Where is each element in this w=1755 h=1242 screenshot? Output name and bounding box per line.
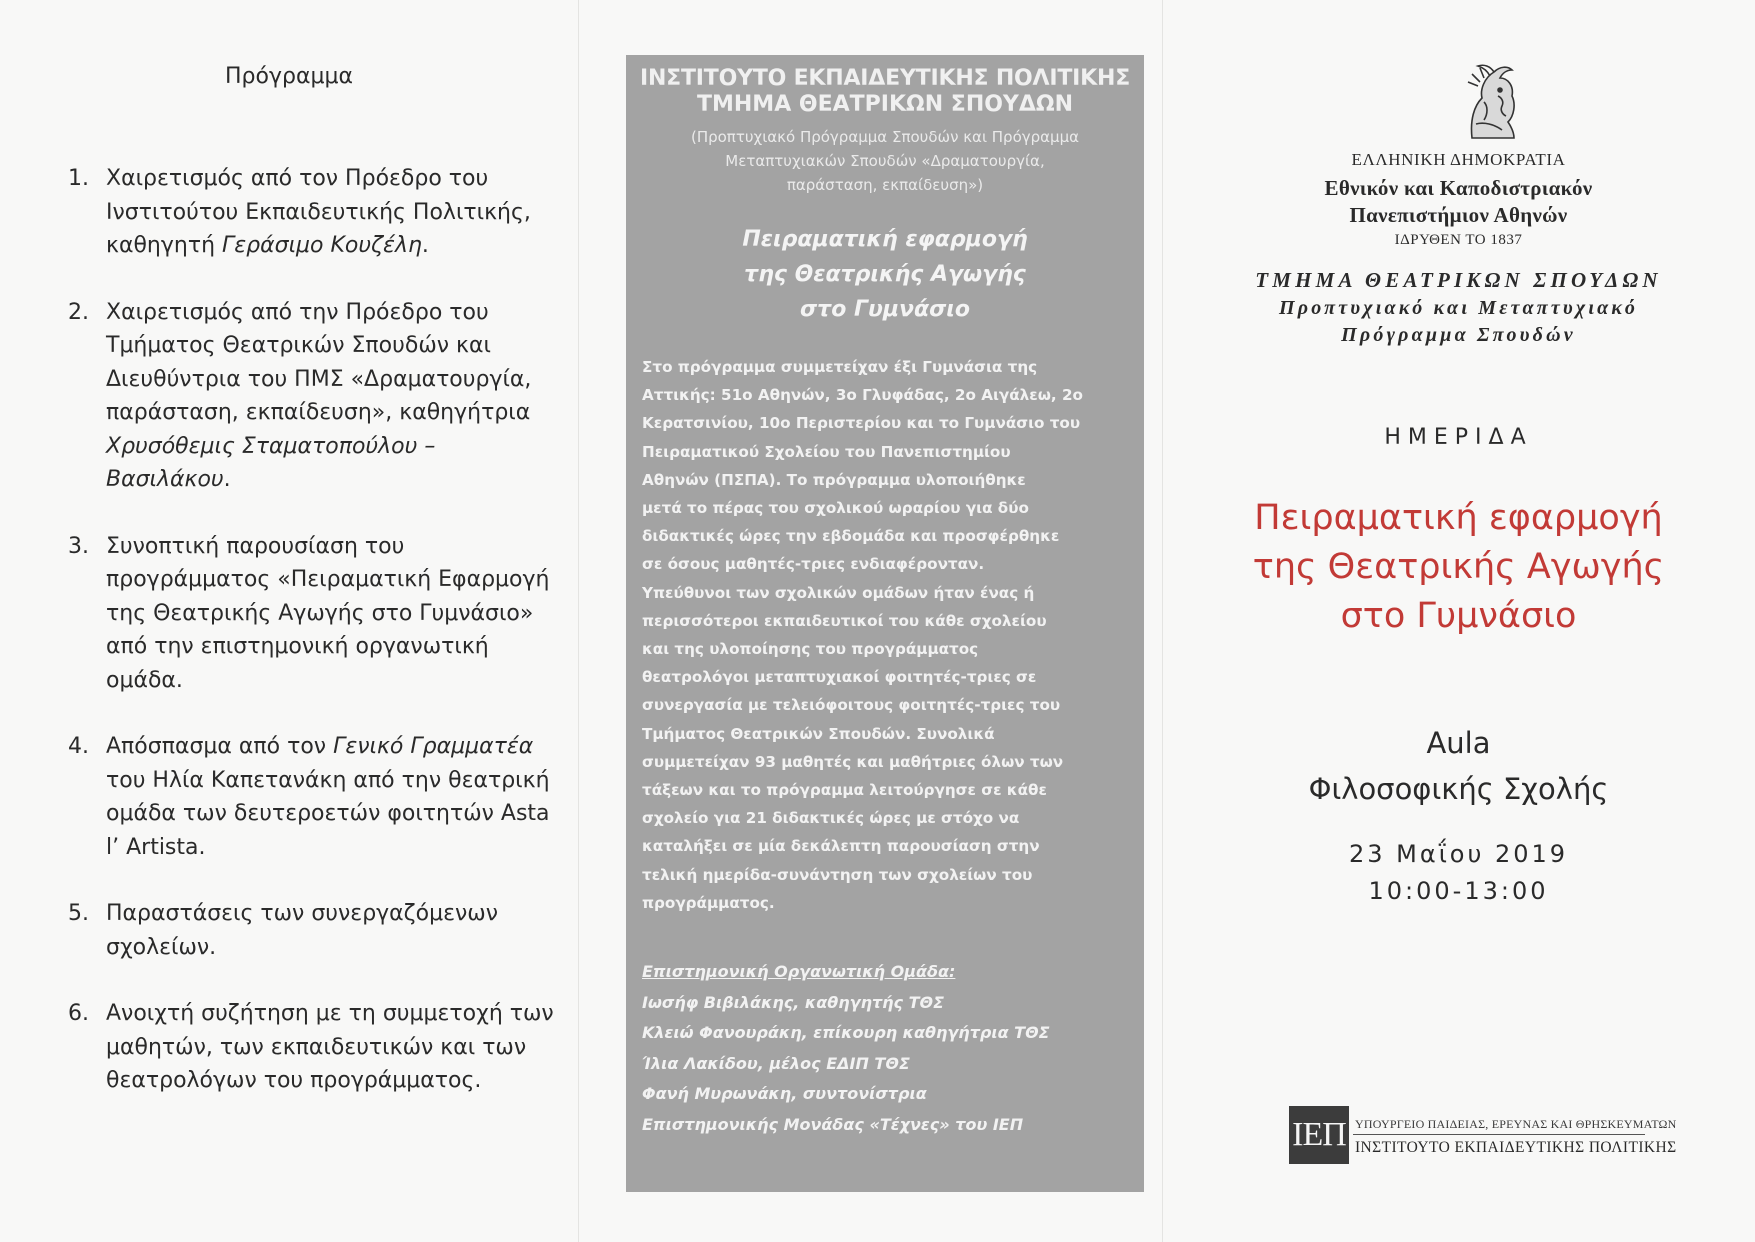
university-name-line2: Πανεπιστήμιον Αθηνών (1349, 203, 1568, 227)
program-item-line (106, 597, 566, 631)
established-label: ΙΔΡΥΘΕΝ ΤΟ 1837 (1394, 232, 1523, 248)
description-line: σχολείο για 21 διδακτικές ώρες με στόχο να (642, 809, 1020, 828)
fold-line-left (578, 0, 579, 1242)
program-item (66, 997, 566, 1098)
team-member: Ιωσήφ Βιβιλάκης, καθηγητής ΤΘΣ (642, 992, 945, 1012)
institute-heading: ΙΝΣΤΙΤΟΥΤΟ ΕΚΠΑΙΔΕΥΤΙΚΗΣ ΠΟΛΙΤΙΚΗΣ (639, 66, 1131, 91)
description-line: Κερατσινίου, 10ο Περιστερίου και το Γυμνάσιο του (642, 414, 1081, 433)
program-item-line (106, 1031, 566, 1065)
line-text: θεατρολόγων του προγράμματος. (106, 1068, 482, 1093)
event-time: 10:00-13:00 (1368, 877, 1549, 905)
line-emphasis: Γεράσιμο Κουζέλη (222, 233, 422, 258)
team-member: Επιστημονικής Μονάδας «Τέχνες» του ΙΕΠ (642, 1114, 1024, 1134)
description-line: Υπεύθυνοι των σχολικών ομάδων ήταν ένας ή (642, 583, 1035, 602)
programs-line1: Προπτυχιακό και Μεταπτυχιακό (1278, 297, 1639, 319)
program-item-line (106, 997, 566, 1031)
line-text: Χαιρετισμός από την Πρόεδρο του (106, 299, 489, 325)
description-line: Τμήματος Θεατρικών Σπουδών. Συνολικά (642, 724, 995, 743)
program-item-line (106, 563, 566, 597)
line-text: Συνοπτική παρουσίαση του (106, 533, 405, 559)
line-text: ομάδα. (106, 667, 183, 693)
institute-name: ΙΝΣΤΙΤΟΥΤΟ ΕΚΠΑΙΔΕΥΤΙΚΗΣ ΠΟΛΙΤΙΚΗΣ (1355, 1139, 1677, 1156)
program-item-line (106, 897, 566, 931)
line-suffix: . (421, 233, 429, 258)
line-text: παράσταση, εκπαίδευση», καθηγήτρια (106, 400, 531, 425)
iep-footer (1289, 1106, 1709, 1164)
event-datetime (1162, 836, 1755, 910)
event-date: 23 Μαΐου 2019 (1348, 840, 1569, 868)
project-title (626, 222, 1144, 327)
program-item-number: 1. (68, 166, 89, 191)
program-item-line (106, 1064, 566, 1098)
footer-divider (1353, 1134, 1645, 1135)
line-text: Ανοιχτή συζήτηση με τη συμμετοχή των (106, 1001, 554, 1026)
description-line: προγράμματος. (642, 893, 775, 912)
program-item (66, 162, 566, 263)
team-heading: Επιστημονική Οργανωτική Ομάδα: (642, 962, 956, 982)
event-title-line: Πειραματική εφαρμογή (1254, 498, 1663, 538)
program-item-line (106, 329, 566, 363)
iep-logo: ΙΕΠ (1289, 1106, 1349, 1164)
description-line: και της υλοποίησης του προγράμματος (642, 640, 979, 659)
team-member: Ίλια Λακίδου, μέλος ΕΔΙΠ ΤΘΣ (642, 1053, 910, 1073)
line-text: προγράμματος «Πειραματική Εφαρμογή (106, 567, 550, 592)
program-item (66, 730, 566, 864)
program-item-line (106, 229, 566, 263)
description-line: τάξεων και το πρόγραμμα λειτούργησε σε κάθε (642, 781, 1047, 800)
program-panel (0, 0, 578, 1242)
project-title-line: της Θεατρικής Αγωγής (744, 262, 1026, 287)
description-line: τελική ημερίδα-συνάντηση των σχολείων του (642, 865, 1033, 884)
program-item-number: 3. (68, 533, 89, 559)
line-emphasis: Γενικό Γραμματέα (333, 734, 534, 759)
organizing-team (626, 957, 1144, 1140)
program-item-number: 2. (68, 299, 89, 325)
description-line: Αθηνών (ΠΣΠΑ). Το πρόγραμμα υλοποιήθηκε (642, 470, 1026, 489)
program-item-line (106, 664, 566, 698)
program-item-line (106, 363, 566, 397)
description-line: διδακτικές ώρες την εβδομάδα και προσφέρθηκε (642, 527, 1060, 546)
cover-panel (1162, 0, 1755, 1242)
subtitle-line: παράσταση, εκπαίδευση») (786, 176, 984, 194)
program-list (66, 162, 566, 1131)
description-line: Πειραματικού Σχολείου του Πανεπιστημίου (642, 442, 1011, 461)
republic-label: ΕΛΛΗΝΙΚΗ ΔΗΜΟΚΡΑΤΙΑ (1351, 150, 1566, 169)
program-item-number: 4. (68, 734, 89, 759)
line-text: ομάδα των δευτεροετών φοιτητών Asta (106, 801, 550, 826)
program-item-line (106, 430, 566, 464)
line-text: από την επιστημονική οργανωτική (106, 634, 489, 659)
project-title-line: Πειραματική εφαρμογή (742, 227, 1028, 252)
program-item (66, 296, 566, 497)
description-line: συμμετείχαν 93 μαθητές και μαθήτριες όλων των (642, 752, 1064, 771)
line-text: της Θεατρικής Αγωγής στο Γυμνάσιο» (106, 600, 534, 626)
description-line: συνεργασία με τελειόφοιτους φοιτητές-τριες του (642, 696, 1061, 715)
line-text: του Ηλία Καπετανάκη από την θεατρική (106, 767, 550, 793)
subtitle-line: Μεταπτυχιακών Σπουδών «Δραματουργία, (725, 152, 1045, 170)
team-member: Κλειώ Φανουράκη, επίκουρη καθηγήτρια ΤΘΣ (642, 1023, 1050, 1043)
program-item-line (106, 931, 566, 965)
description-line: καταλήξει σε μία δεκάλεπτη παρουσίαση στην (642, 837, 1040, 856)
line-text: καθηγητή (106, 233, 223, 258)
event-venue-line: Aula (1426, 726, 1491, 760)
line-text: l’ Artista. (106, 834, 206, 860)
program-item (66, 530, 566, 698)
program-item-line (106, 530, 566, 564)
line-text: Χαιρετισμός από τον Πρόεδρο του (106, 166, 489, 191)
line-text: μαθητών, των εκπαιδευτικών και των (106, 1034, 527, 1060)
event-title-line: της Θεατρικής Αγωγής (1252, 547, 1665, 587)
athena-seal-icon (1454, 60, 1526, 140)
description-line: περισσότεροι εκπαιδευτικοί του κάθε σχολείου (642, 611, 1047, 630)
university-name-line1: Εθνικόν και Καποδιστριακόν (1324, 176, 1593, 200)
description-line: μετά το πέρας του σχολικού ωραρίου για δύο (642, 499, 1029, 518)
ministry-name: ΥΠΟΥΡΓΕΙΟ ΠΑΙΔΕΙΑΣ, ΕΡΕΥΝΑΣ ΚΑΙ ΘΡΗΣΚΕΥΜΑΤΩΝ (1355, 1117, 1677, 1131)
description-line: Αττικής: 51ο Αθηνών, 3ο Γλυφάδας, 2ο Αιγάλεω, 2ο (642, 386, 1083, 405)
description-line: Στο πρόγραμμα συμμετείχαν έξι Γυμνάσια της (642, 358, 1038, 376)
line-text: Παραστάσεις των συνεργαζόμενων (106, 901, 498, 926)
program-item-number: 6. (68, 1001, 89, 1026)
program-item-line (106, 797, 566, 831)
event-venue-line: Φιλοσοφικής Σχολής (1308, 772, 1609, 806)
description-line: σε όσους μαθητές-τριες ενδιαφέρονταν. (642, 555, 985, 574)
line-text: σχολείων. (106, 934, 217, 960)
programs-line2: Πρόγραμμα Σπουδών (1341, 324, 1576, 346)
program-item-line (106, 764, 566, 798)
team-member: Φανή Μυρωνάκη, συντονίστρια (642, 1084, 927, 1104)
program-item (66, 897, 566, 964)
program-item-line (106, 831, 566, 865)
event-type-label: ΗΜΕΡΙΔΑ (1384, 425, 1533, 450)
event-venue (1162, 720, 1755, 812)
program-item-number: 5. (68, 901, 89, 926)
line-suffix: . (223, 467, 231, 492)
event-title (1162, 494, 1755, 641)
line-text: Ινστιτούτου Εκπαιδευτικής Πολιτικής, (106, 199, 531, 225)
info-panel (626, 55, 1144, 1192)
program-item-line (106, 630, 566, 664)
subtitle-line: (Προπτυχιακό Πρόγραμμα Σπουδών και Πρόγραμμα (690, 128, 1080, 146)
line-emphasis: Βασιλάκου (106, 467, 224, 492)
team-members (642, 988, 1130, 1141)
program-title: Πρόγραμμα (225, 64, 353, 89)
description-line: θεατρολόγοι μεταπτυχιακοί φοιτητές-τριες σε (642, 668, 1037, 687)
line-emphasis: Χρυσόθεμις Σταματοπούλου – (106, 433, 436, 459)
programs-subtitle (626, 125, 1144, 197)
line-text: Απόσπασμα από τον (106, 734, 334, 759)
line-text: Τμήματος Θεατρικών Σπουδών και (106, 333, 491, 358)
project-title-line: στο Γυμνάσιο (800, 297, 970, 322)
program-item-line (106, 162, 566, 196)
program-item-line (106, 730, 566, 764)
project-description (626, 353, 1144, 917)
program-item-line (106, 396, 566, 430)
program-item-line (106, 296, 566, 330)
program-item-line (106, 196, 566, 230)
line-text: Διευθύντρια του ΠΜΣ «Δραματουργία, (106, 366, 532, 392)
program-item-line (106, 463, 566, 497)
event-title-line: στο Γυμνάσιο (1340, 596, 1577, 636)
department-name: ΤΜΗΜΑ ΘΕΑΤΡΙΚΩΝ ΣΠΟΥΔΩΝ (1255, 268, 1662, 292)
department-heading: ΤΜΗΜΑ ΘΕΑΤΡΙΚΩΝ ΣΠΟΥΔΩΝ (697, 92, 1073, 117)
